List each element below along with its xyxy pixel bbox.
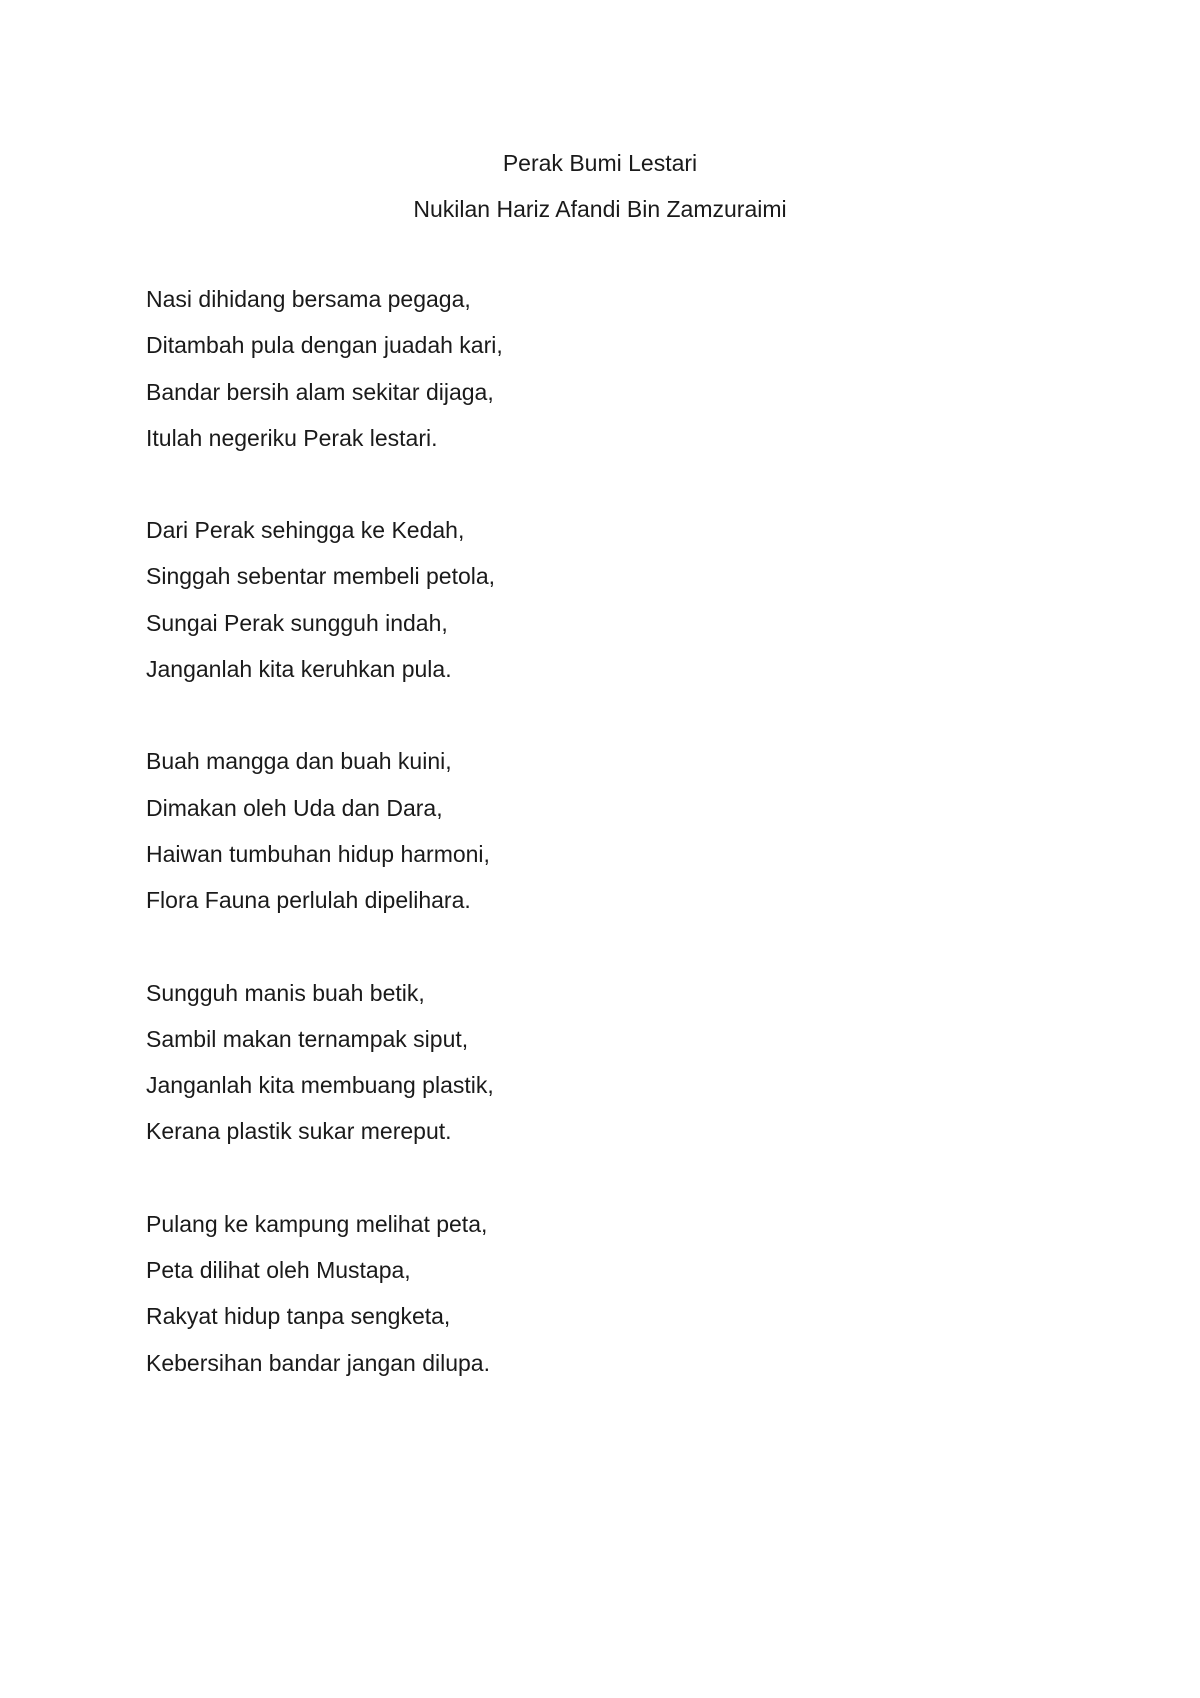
verse-line: Bandar bersih alam sekitar dijaga,	[146, 378, 494, 405]
verse-line: Buah mangga dan buah kuini,	[146, 748, 452, 775]
verse-line: Itulah negeriku Perak lestari.	[146, 424, 438, 451]
stanza-3	[146, 738, 1046, 923]
verse-line: Dari Perak sehingga ke Kedah,	[146, 517, 465, 544]
poem-author: Nukilan Hariz Afandi Bin Zamzuraimi	[413, 196, 787, 222]
stanza-4	[146, 970, 1046, 1155]
verse-line: Haiwan tumbuhan hidup harmoni,	[146, 840, 490, 867]
verse-line: Janganlah kita keruhkan pula.	[146, 656, 452, 683]
verse-line: Pulang ke kampung melihat peta,	[146, 1210, 488, 1237]
verse-line: Ditambah pula dengan juadah kari,	[146, 332, 503, 359]
verse-line: Kebersihan bandar jangan dilupa.	[146, 1349, 490, 1376]
verse-line: Sungai Perak sungguh indah,	[146, 609, 448, 636]
verse-line: Flora Fauna perlulah dipelihara.	[146, 887, 471, 914]
verse-line: Nasi dihidang bersama pegaga,	[146, 286, 471, 312]
poem-header	[0, 140, 1200, 232]
verse-line: Janganlah kita membuang plastik,	[146, 1072, 494, 1099]
poem-body	[146, 276, 1046, 1432]
stanza-2	[146, 507, 1046, 692]
verse-line: Peta dilihat oleh Mustapa,	[146, 1257, 411, 1284]
verse-line: Sungguh manis buah betik,	[146, 979, 425, 1006]
verse-line: Kerana plastik sukar mereput.	[146, 1118, 452, 1145]
verse-line: Rakyat hidup tanpa sengketa,	[146, 1303, 451, 1330]
stanza-5	[146, 1201, 1046, 1386]
stanza-1	[146, 276, 1046, 461]
verse-line: Dimakan oleh Uda dan Dara,	[146, 794, 443, 821]
poem-title: Perak Bumi Lestari	[502, 150, 698, 176]
verse-line: Singgah sebentar membeli petola,	[146, 563, 496, 590]
verse-line: Sambil makan ternampak siput,	[146, 1025, 469, 1052]
